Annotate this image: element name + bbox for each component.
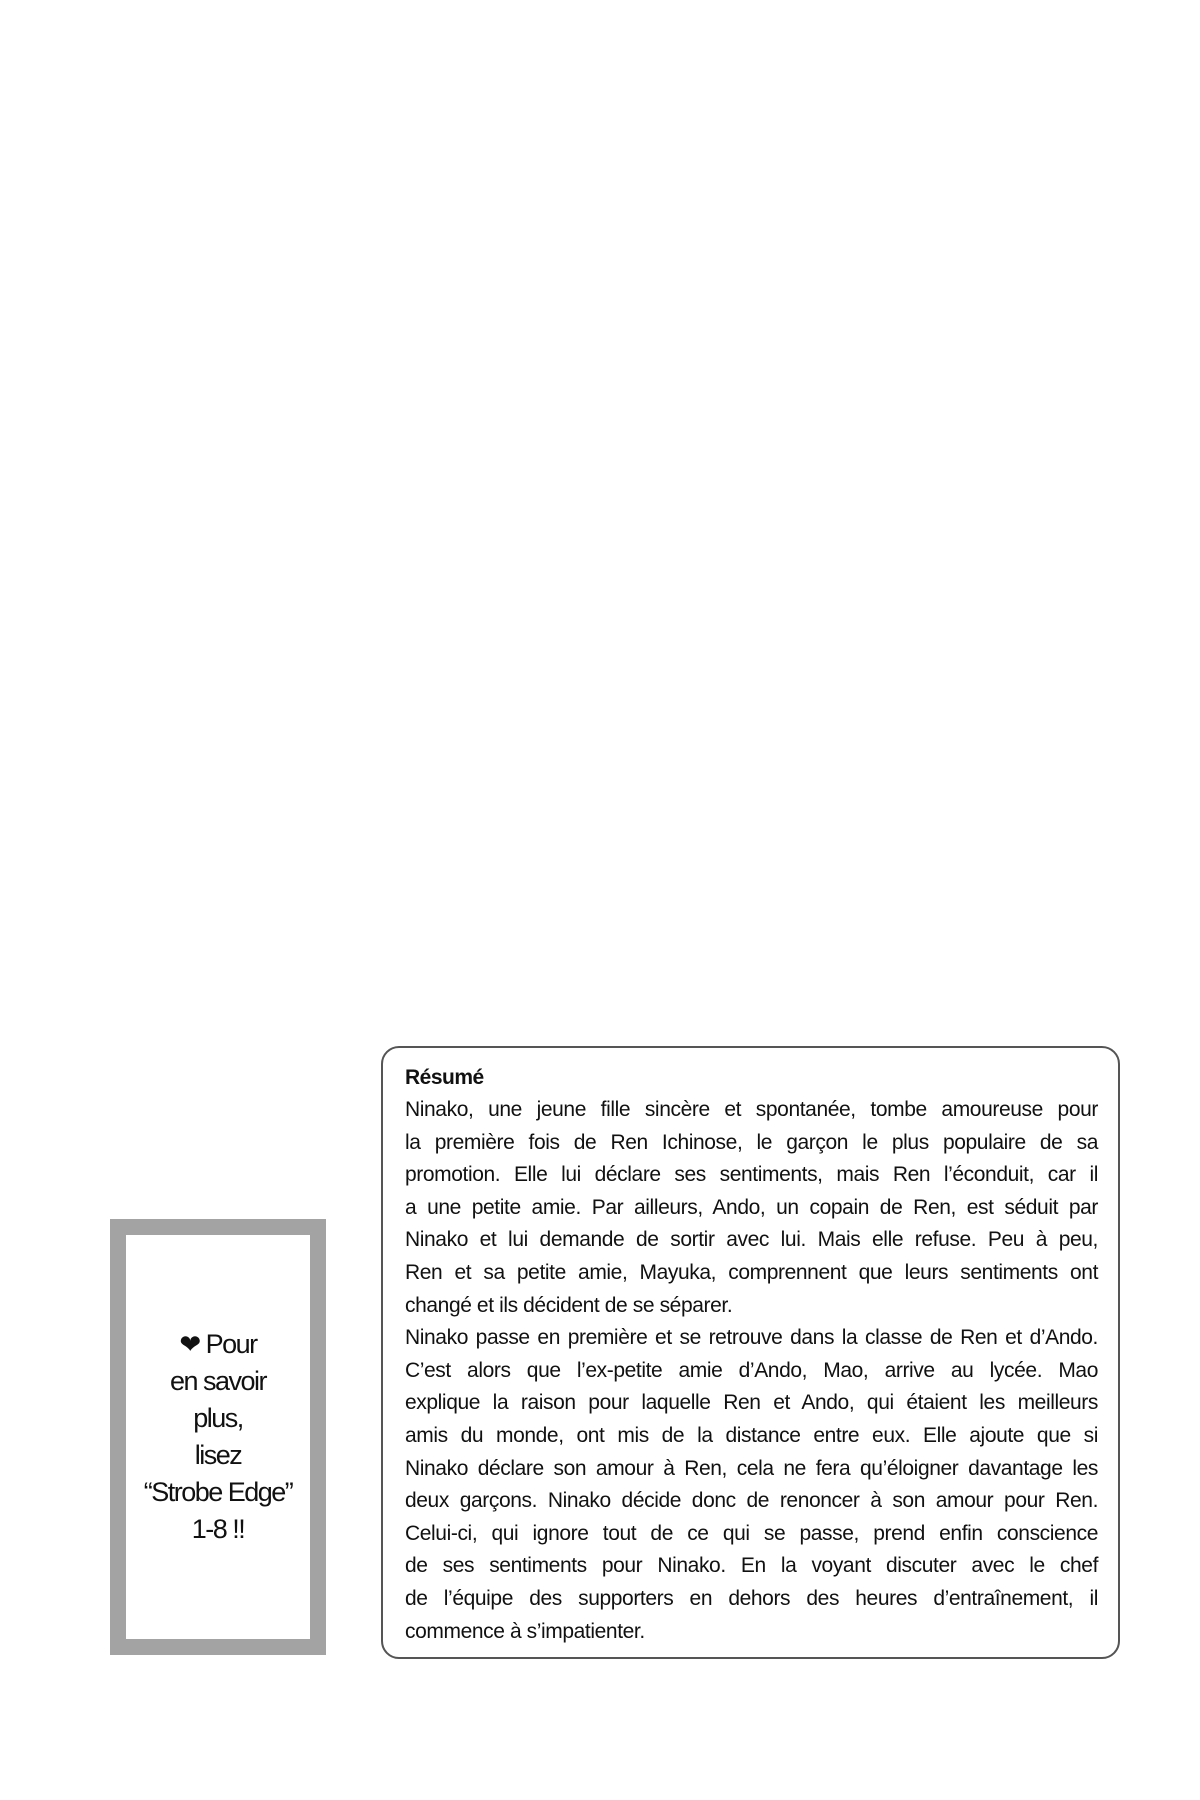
summary-line: Ninako passe en première et se retrouve dans la classe de Ren et d’Ando. bbox=[405, 1326, 1098, 1350]
promo-line: plus, bbox=[193, 1403, 243, 1433]
summary-line: commence à s’impatienter. bbox=[405, 1619, 645, 1643]
summary-line: changé et ils décident de se séparer. bbox=[405, 1293, 733, 1317]
summary-line: explique la raison pour laquelle Ren et Ando, qui étaient les meilleurs bbox=[405, 1391, 1098, 1415]
summary-line: C’est alors que l’ex-petite amie d’Ando, Mao, arrive au lycée. Mao bbox=[405, 1358, 1098, 1382]
summary-line: promotion. Elle lui déclare ses sentiments, mais Ren l’éconduit, car il bbox=[405, 1163, 1098, 1187]
promo-line: lisez bbox=[194, 1440, 242, 1470]
summary-box bbox=[381, 1046, 1120, 1659]
summary-line: amis du monde, ont mis de la distance entre eux. Elle ajoute que si bbox=[405, 1423, 1098, 1447]
summary-line: Celui-ci, qui ignore tout de ce qui se passe, prend enfin conscience bbox=[405, 1521, 1098, 1545]
summary-line: Ninako, une jeune fille sincère et spontanée, tombe amoureuse pour bbox=[405, 1098, 1098, 1121]
promo-line: en savoir bbox=[169, 1366, 267, 1396]
summary-title: Résumé bbox=[405, 1066, 484, 1089]
summary-text bbox=[405, 1094, 1098, 1648]
summary-line: de ses sentiments pour Ninako. En la voyant discuter avec le chef bbox=[405, 1554, 1098, 1578]
heart-icon: ❤ bbox=[179, 1329, 200, 1359]
promo-line: ❤ Pour bbox=[179, 1329, 257, 1359]
summary-line: Ren et sa petite amie, Mayuka, comprennent que leurs sentiments ont bbox=[405, 1260, 1098, 1284]
summary-line: la première fois de Ren Ichinose, le garçon le plus populaire de sa bbox=[405, 1130, 1098, 1154]
promo-box bbox=[110, 1219, 326, 1655]
promo-line: 1-8 !! bbox=[191, 1514, 245, 1544]
summary-line: Ninako et lui demande de sortir avec lui. Mais elle refuse. Peu à peu, bbox=[405, 1228, 1098, 1252]
summary-line: a une petite amie. Par ailleurs, Ando, un copain de Ren, est séduit par bbox=[405, 1195, 1098, 1219]
summary-line: de l’équipe des supporters en dehors des heures d’entraînement, il bbox=[405, 1586, 1098, 1610]
summary-line: deux garçons. Ninako décide donc de renoncer à son amour pour Ren. bbox=[405, 1489, 1098, 1513]
promo-line: “Strobe Edge” bbox=[143, 1477, 293, 1507]
summary-line: Ninako déclare son amour à Ren, cela ne fera qu’éloigner davantage les bbox=[405, 1456, 1098, 1480]
